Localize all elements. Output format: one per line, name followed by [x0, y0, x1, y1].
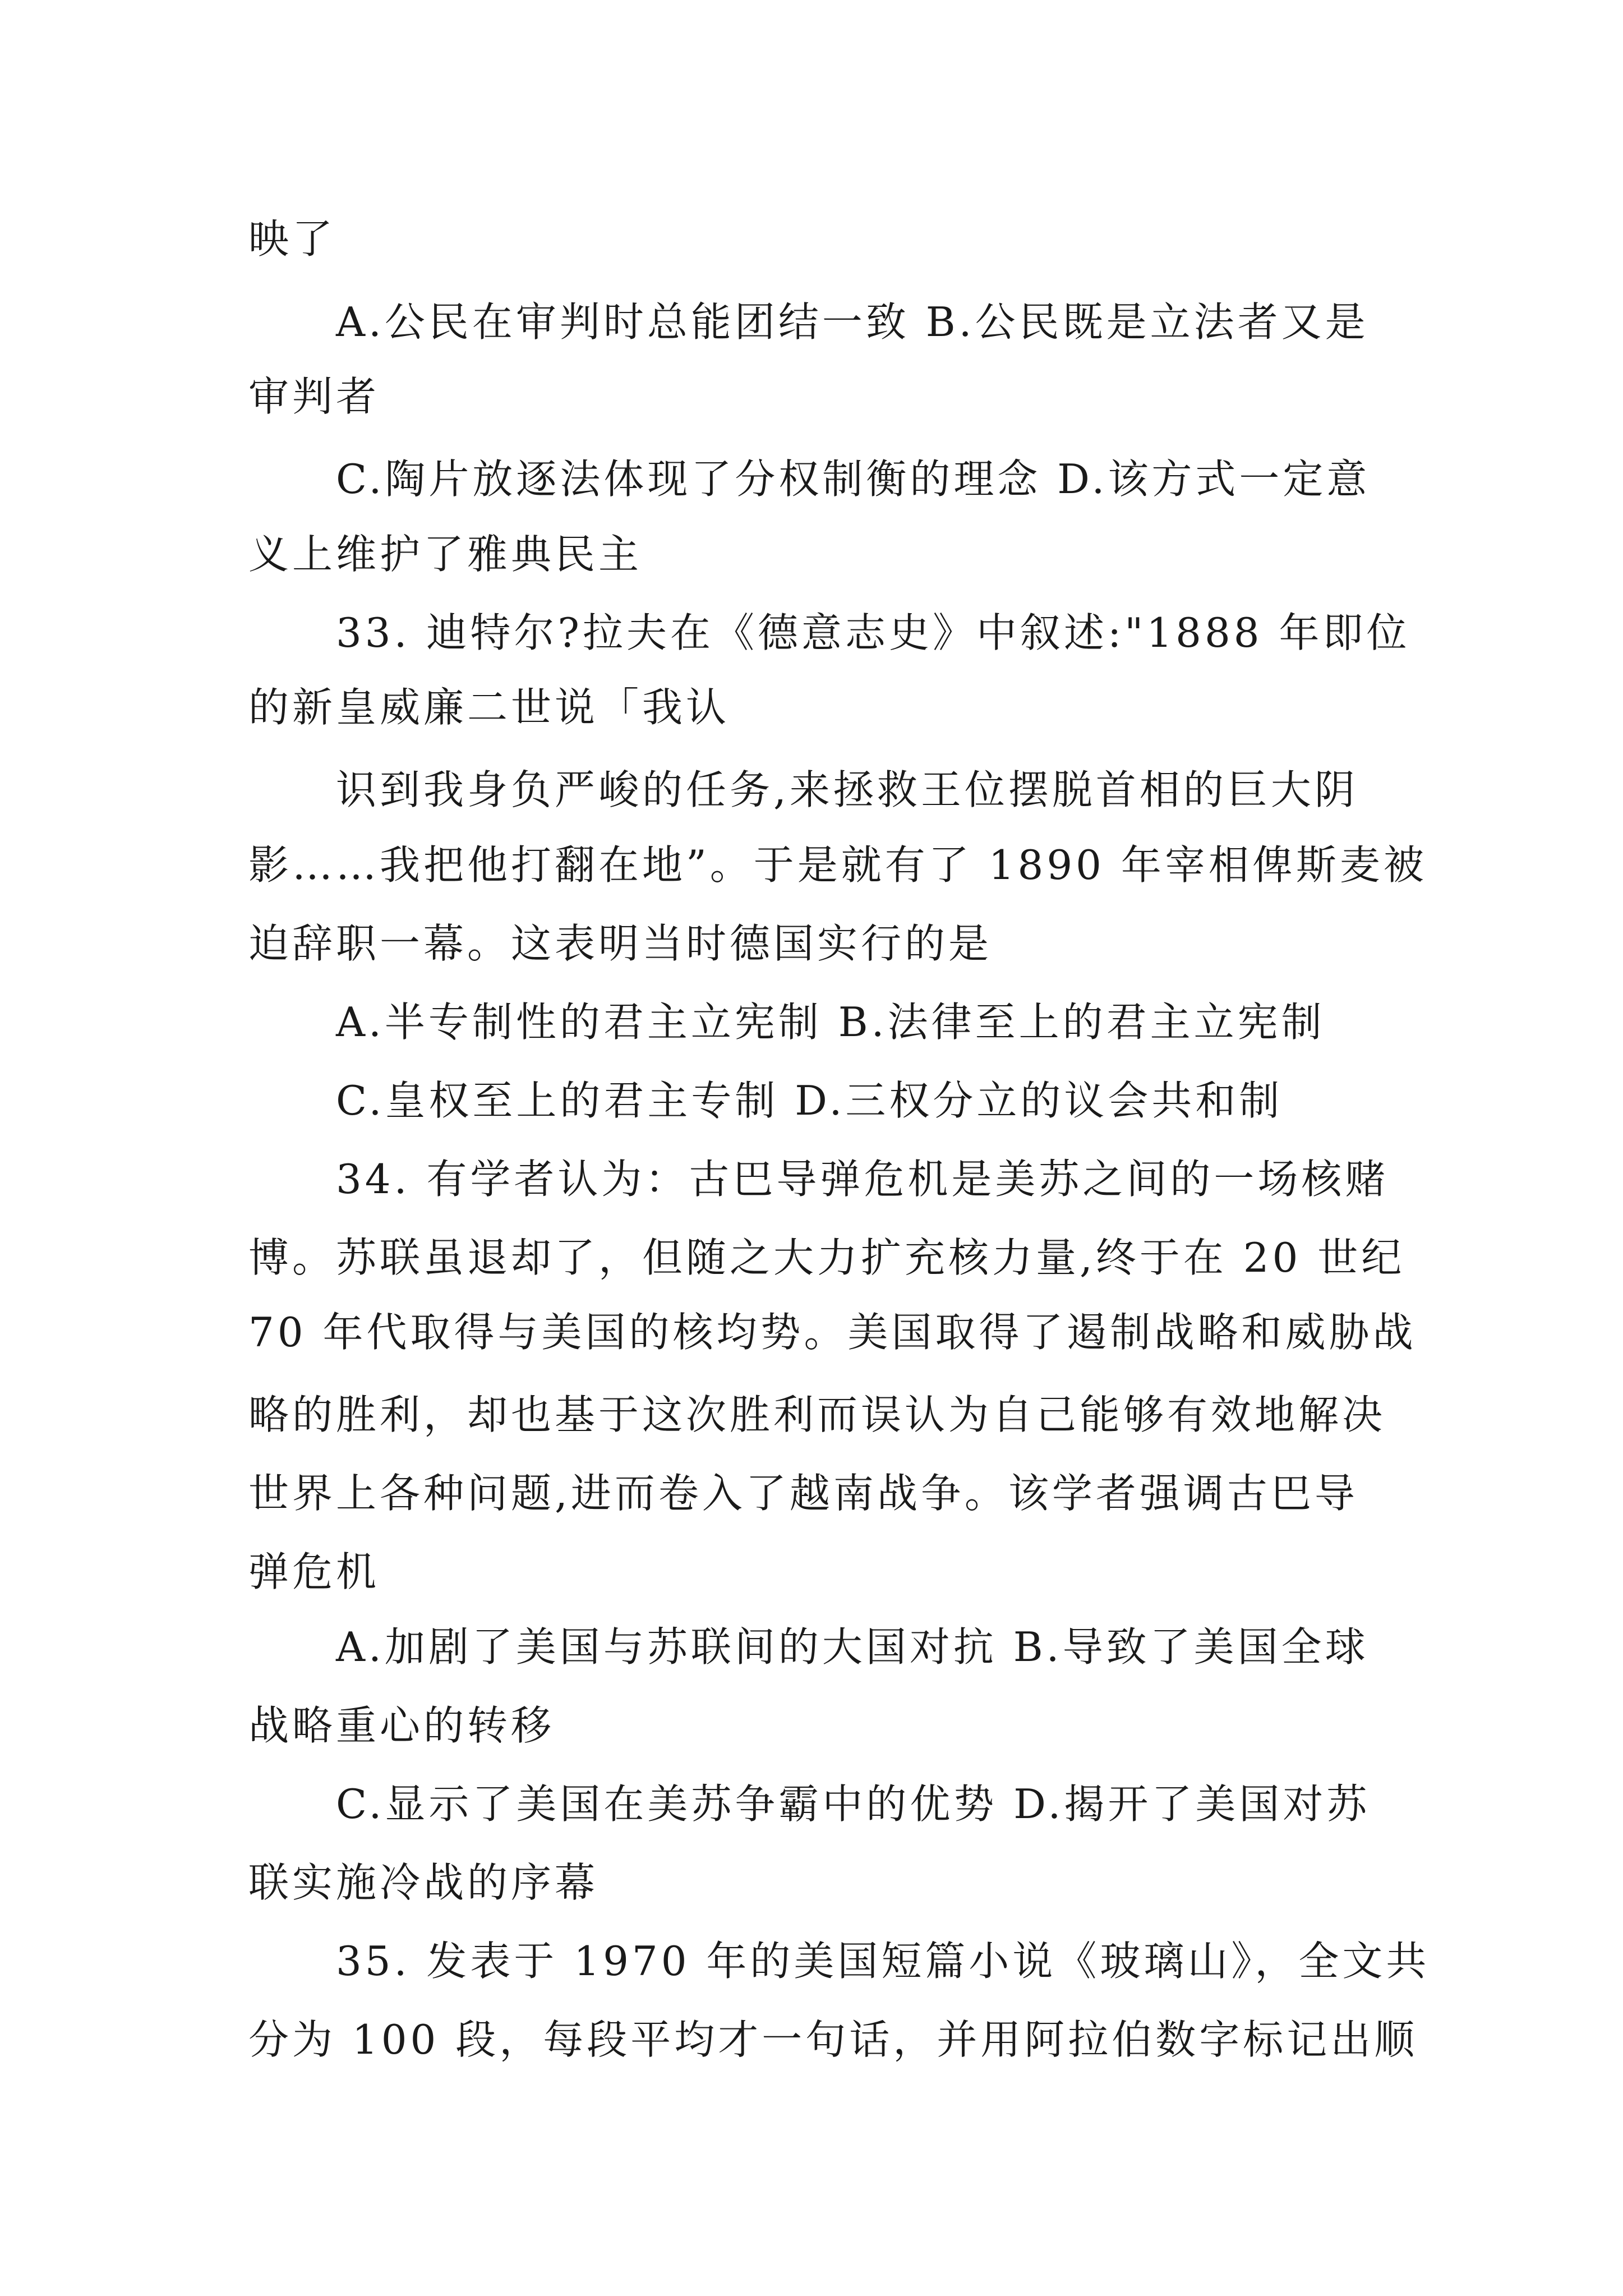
question-34-stem: 34. 有学者认为：古巴导弹危机是美苏之间的一场核赌 [336, 1156, 1389, 1203]
question-35-stem: 35. 发表于 1970 年的美国短篇小说《玻璃山》，全文共 [336, 1938, 1430, 1985]
text-line: 审判者 [248, 373, 380, 420]
question-33-stem: 33. 迪特尔?拉夫在《德意志史》中叙述:"1888 年即位 [336, 609, 1410, 656]
text-line: 义上维护了雅典民主 [248, 531, 643, 578]
text-line: 映了 [248, 215, 336, 263]
question-34-options-ab: A.加剧了美国与苏联间的大国对抗 B.导致了美国全球 [336, 1623, 1369, 1671]
text-line: 分为 100 段，每段平均才一句话，并用阿拉伯数字标记出顺 [248, 2016, 1418, 2063]
question-33-options-cd: C.皇权至上的君主专制 D.三权分立的议会共和制 [336, 1077, 1283, 1124]
question-34-options-cd: C.显示了美国在美苏争霸中的优势 D.揭开了美国对苏 [336, 1780, 1371, 1828]
text-line: 的新皇威廉二世说「我认 [248, 684, 730, 731]
text-line: 迫辞职一幕。这表明当时德国实行的是 [248, 920, 993, 967]
text-line: 识到我身负严峻的任务,来拯救王位摆脱首相的巨大阴 [336, 766, 1358, 813]
text-line: 弹危机 [248, 1548, 380, 1595]
text-line: 博。苏联虽退却了，但随之大力扩充核力量,终于在 20 世纪 [248, 1234, 1405, 1281]
text-line: 战略重心的转移 [248, 1702, 555, 1749]
text-line: 世界上各种问题,进而卷入了越南战争。该学者强调古巴导 [248, 1470, 1358, 1517]
text-line: 影……我把他打翻在地”。于是就有了 1890 年宰相俾斯麦被 [248, 841, 1427, 889]
text-line: C.陶片放逐法体现了分权制衡的理念 D.该方式一定意 [336, 455, 1371, 503]
text-line: A.公民在审判时总能团结一致 B.公民既是立法者又是 [336, 298, 1369, 346]
text-line: 70 年代取得与美国的核均势。美国取得了遏制战略和威胁战 [248, 1309, 1417, 1356]
question-33-options-ab: A.半专制性的君主立宪制 B.法律至上的君主立宪制 [336, 999, 1325, 1046]
text-line: 略的胜利，却也基于这次胜利而误认为自己能够有效地解决 [248, 1391, 1386, 1438]
text-line: 联实施冷战的序幕 [248, 1859, 599, 1906]
